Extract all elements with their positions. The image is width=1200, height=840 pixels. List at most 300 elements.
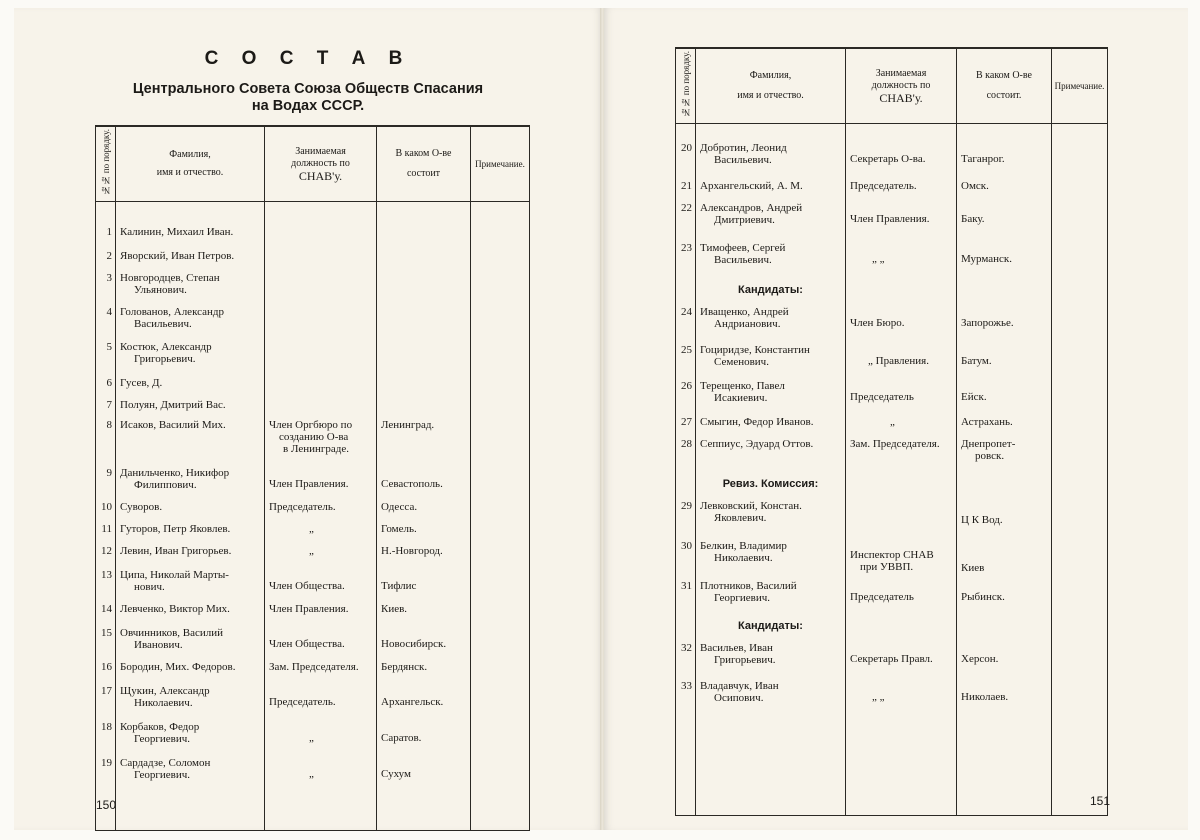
row-number: 14	[96, 601, 116, 625]
member-society	[377, 248, 471, 270]
empty-cell	[1052, 472, 1108, 498]
position-line: Секретарь Правл.	[850, 652, 933, 665]
table-row	[676, 178, 1108, 200]
member-note	[1052, 304, 1108, 342]
member-name	[116, 659, 265, 683]
name-line: Голованов, Александр	[120, 305, 225, 318]
name-line: Калинин, Михаил Иван.	[120, 225, 234, 238]
name-line: Гуторов, Петр Яковлев.	[120, 522, 231, 535]
member-name	[696, 678, 846, 712]
member-name	[696, 640, 846, 678]
society-name: Рыбинск.	[961, 590, 1005, 603]
table-row	[676, 678, 1108, 712]
name-line: Васильевич.	[134, 317, 192, 330]
name-line: Бородин, Мих. Федоров.	[120, 660, 236, 673]
row-number: 13	[96, 567, 116, 601]
header-name: Фамилия, имя и отчество.	[116, 126, 265, 202]
society-name: Н.-Новгород.	[381, 544, 443, 557]
row-number: 32	[676, 640, 696, 678]
member-society	[377, 465, 471, 499]
member-name	[116, 625, 265, 659]
member-position	[846, 678, 957, 712]
member-note	[471, 683, 530, 719]
member-note	[471, 659, 530, 683]
table-row	[96, 417, 530, 465]
member-name	[116, 567, 265, 601]
society-name: Ленинград.	[381, 418, 435, 431]
name-line: Ульянович.	[134, 283, 187, 296]
member-name	[696, 498, 846, 538]
member-name	[116, 755, 265, 797]
section-heading: Кандидаты:	[696, 614, 846, 640]
society-name: Одесса.	[381, 500, 418, 513]
table-row	[676, 640, 1108, 678]
table-row	[96, 755, 530, 797]
name-line: Белкин, Владимир	[700, 539, 787, 552]
member-name	[696, 414, 846, 436]
member-position	[265, 224, 377, 248]
member-note	[1052, 678, 1108, 712]
name-line: Григорьевич.	[714, 653, 776, 666]
name-line: Дмитриевич.	[714, 213, 775, 226]
member-note	[1052, 178, 1108, 200]
table-row	[96, 339, 530, 375]
name-line: Николаевич.	[714, 551, 773, 564]
member-note	[471, 625, 530, 659]
position-line: Зам. Председателя.	[269, 660, 359, 673]
table-row	[96, 601, 530, 625]
member-society	[377, 625, 471, 659]
member-name	[116, 339, 265, 375]
society-name: Тифлис	[381, 579, 417, 592]
header-note-right: Примечание.	[1052, 48, 1108, 124]
member-note	[1052, 498, 1108, 538]
row-number: 19	[96, 755, 116, 797]
empty-cell	[377, 797, 471, 831]
page-subtitle-line2: на Водах СССР.	[251, 98, 365, 114]
society-name: Батум.	[961, 354, 992, 367]
table-row	[676, 378, 1108, 414]
left-page	[14, 8, 602, 830]
member-position	[846, 578, 957, 614]
member-society	[957, 178, 1052, 200]
member-name	[116, 465, 265, 499]
member-name	[696, 342, 846, 378]
roster-table-left	[95, 125, 530, 831]
row-number: 28	[676, 436, 696, 472]
member-position	[846, 498, 957, 538]
society-name: Херсон.	[961, 652, 999, 665]
position-line: Член Общества.	[269, 579, 345, 592]
name-line: Сардадзе, Соломон	[120, 756, 211, 769]
member-note	[471, 543, 530, 567]
page-number-right: 151	[1090, 794, 1111, 808]
member-society	[377, 543, 471, 567]
position-line: „ „	[872, 690, 885, 703]
row-number: 3	[96, 270, 116, 304]
section-heading-row	[676, 472, 1108, 498]
empty-cell	[846, 472, 957, 498]
name-line: Иващенко, Андрей	[700, 305, 789, 318]
member-note	[1052, 578, 1108, 614]
member-position	[846, 640, 957, 678]
position-line: „	[309, 522, 314, 535]
society-name: Таганрог.	[961, 152, 1005, 165]
section-heading: Кандидаты:	[696, 278, 846, 304]
member-position	[265, 659, 377, 683]
member-name	[116, 417, 265, 465]
member-note	[471, 521, 530, 543]
header-num: №№ по порядку.	[96, 126, 116, 202]
member-society	[377, 270, 471, 304]
member-name	[116, 499, 265, 521]
society-name: Днепропет-	[961, 437, 1016, 450]
position-line: „	[890, 415, 895, 428]
row-number: 26	[676, 378, 696, 414]
name-line: Григорьевич.	[134, 352, 196, 365]
member-position	[265, 521, 377, 543]
empty-cell	[676, 472, 696, 498]
member-name	[696, 240, 846, 278]
member-note	[471, 417, 530, 465]
name-line: Плотников, Василий	[700, 579, 797, 592]
name-line: Филиппович.	[134, 478, 197, 491]
member-note	[471, 755, 530, 797]
member-society	[957, 578, 1052, 614]
name-line: Александров, Андрей	[700, 201, 803, 214]
member-position	[265, 465, 377, 499]
member-society	[377, 683, 471, 719]
member-name	[116, 304, 265, 339]
row-number: 21	[676, 178, 696, 200]
member-position	[265, 567, 377, 601]
position-line: Секретарь О-ва.	[850, 152, 926, 165]
row-number: 1	[96, 224, 116, 248]
name-line: Владавчук, Иван	[700, 679, 779, 692]
table-row	[676, 414, 1108, 436]
member-society	[377, 659, 471, 683]
empty-cell	[957, 712, 1052, 816]
member-society	[377, 567, 471, 601]
position-line: Член Правления.	[269, 477, 349, 490]
right-page	[604, 8, 1188, 830]
name-line: Гоциридзе, Константин	[700, 343, 810, 356]
position-line: Член Правления.	[269, 602, 349, 615]
row-number: 30	[676, 538, 696, 578]
name-line: Корбаков, Федор	[120, 720, 200, 733]
name-line: Васильевич.	[714, 253, 772, 266]
empty-cell	[846, 614, 957, 640]
table-row	[676, 498, 1108, 538]
member-position	[846, 538, 957, 578]
member-society	[957, 304, 1052, 342]
row-number: 29	[676, 498, 696, 538]
member-position	[265, 397, 377, 417]
empty-cell	[957, 614, 1052, 640]
row-number: 4	[96, 304, 116, 339]
member-position	[265, 499, 377, 521]
position-line: „	[309, 544, 314, 557]
table-row	[96, 659, 530, 683]
empty-cell	[676, 278, 696, 304]
member-note	[1052, 200, 1108, 240]
header-num-right: №№ по порядку.	[676, 48, 696, 124]
table-row	[96, 521, 530, 543]
member-position	[846, 304, 957, 342]
member-name	[116, 521, 265, 543]
section-heading: Ревиз. Комиссия:	[696, 472, 846, 498]
row-number: 6	[96, 375, 116, 397]
header-society: В каком О-ве состоит	[377, 126, 471, 202]
member-society	[377, 417, 471, 465]
member-society	[957, 498, 1052, 538]
member-position	[265, 270, 377, 304]
name-line: Терещенко, Павел	[700, 379, 785, 392]
position-line: Председатель.	[850, 179, 917, 192]
member-position	[265, 683, 377, 719]
row-number: 24	[676, 304, 696, 342]
member-name	[696, 140, 846, 178]
position-line: „ Правления.	[868, 354, 929, 367]
table-row	[96, 683, 530, 719]
member-position	[265, 601, 377, 625]
member-position	[846, 240, 957, 278]
name-line: Гусев, Д.	[120, 376, 163, 389]
page-subtitle-line1: Центрального Совета Союза Обществ Спасания	[132, 81, 484, 97]
table-row	[676, 304, 1108, 342]
member-society	[957, 200, 1052, 240]
society-name: Баку.	[961, 212, 985, 225]
member-society	[377, 397, 471, 417]
table-row	[676, 712, 1108, 816]
table-row	[96, 397, 530, 417]
member-society	[957, 538, 1052, 578]
member-position	[846, 414, 957, 436]
position-line: Председатель	[850, 590, 914, 603]
name-line: Васильевич.	[714, 153, 772, 166]
empty-cell	[696, 712, 846, 816]
name-line: Тимофеев, Сергей	[700, 241, 786, 254]
empty-cell	[846, 712, 957, 816]
table-row	[96, 248, 530, 270]
position-line: Инспектор СНАВ	[850, 548, 934, 561]
member-society	[377, 304, 471, 339]
name-line: Васильев, Иван	[700, 641, 773, 654]
table-row	[96, 224, 530, 248]
name-line: нович.	[134, 580, 165, 593]
member-note	[1052, 342, 1108, 378]
member-position	[265, 625, 377, 659]
member-society	[957, 140, 1052, 178]
member-name	[116, 270, 265, 304]
row-number: 31	[676, 578, 696, 614]
member-society	[377, 375, 471, 397]
member-name	[696, 200, 846, 240]
member-position	[846, 178, 957, 200]
member-name	[696, 436, 846, 472]
position-line: Член Оргбюро по	[269, 418, 353, 431]
society-name: Архангельск.	[381, 695, 444, 708]
member-position	[846, 436, 957, 472]
row-number: 9	[96, 465, 116, 499]
member-note	[1052, 378, 1108, 414]
member-note	[1052, 436, 1108, 472]
header-position-right: Занимаемая должность по СНАВ'у.	[846, 48, 957, 124]
member-name	[696, 578, 846, 614]
position-line: в Ленинграде.	[283, 442, 349, 455]
name-line: Яковлевич.	[714, 511, 767, 524]
member-note	[1052, 140, 1108, 178]
name-line: Левченко, Виктор Мих.	[120, 602, 230, 615]
name-line: Щукин, Александр	[120, 684, 210, 697]
table-row	[96, 797, 530, 831]
row-number: 2	[96, 248, 116, 270]
member-society	[377, 339, 471, 375]
member-note	[1052, 414, 1108, 436]
empty-cell	[116, 797, 265, 831]
table-row	[676, 200, 1108, 240]
member-society	[377, 224, 471, 248]
row-number: 33	[676, 678, 696, 712]
member-position	[265, 304, 377, 339]
position-line: Член Бюро.	[850, 316, 905, 329]
header-society-right: В каком О-ве состоит.	[957, 48, 1052, 124]
name-line: Овчинников, Василий	[120, 626, 224, 639]
name-line: Данильченко, Никифор	[120, 466, 230, 479]
name-line: Яворский, Иван Петров.	[120, 249, 235, 262]
table-row	[96, 499, 530, 521]
member-position	[265, 755, 377, 797]
member-name	[696, 378, 846, 414]
position-line: „	[309, 731, 314, 744]
position-line: „	[309, 767, 314, 780]
member-note	[471, 224, 530, 248]
name-line: Ципа, Николай Марты-	[120, 568, 229, 581]
member-name	[116, 224, 265, 248]
member-note	[471, 465, 530, 499]
society-name: Саратов.	[381, 731, 422, 744]
table-row	[96, 465, 530, 499]
member-position	[265, 339, 377, 375]
member-name	[696, 538, 846, 578]
empty-cell	[265, 797, 377, 831]
member-position	[265, 248, 377, 270]
name-line: Новгородцев, Степан	[120, 271, 220, 284]
member-note	[471, 304, 530, 339]
name-line: Левин, Иван Григорьев.	[120, 544, 232, 557]
member-note	[1052, 640, 1108, 678]
member-note	[471, 397, 530, 417]
name-line: Левковский, Констан.	[700, 499, 802, 512]
name-line: Осипович.	[714, 691, 764, 704]
row-number: 7	[96, 397, 116, 417]
row-number: 5	[96, 339, 116, 375]
table-row	[96, 270, 530, 304]
member-note	[471, 601, 530, 625]
name-line: Николаевич.	[134, 696, 193, 709]
position-line: Председатель.	[269, 500, 336, 513]
position-line: Председатель.	[269, 695, 336, 708]
member-name	[116, 601, 265, 625]
table-row	[96, 625, 530, 659]
member-note	[1052, 240, 1108, 278]
row-number: 12	[96, 543, 116, 567]
position-line: Член Правления.	[850, 212, 930, 225]
member-note	[1052, 538, 1108, 578]
name-line: Исакиевич.	[714, 391, 768, 404]
society-name: Запорожье.	[961, 316, 1014, 329]
header-name-right: Фамилия, имя и отчество.	[696, 48, 846, 124]
member-name	[696, 304, 846, 342]
name-line: Георгиевич.	[134, 768, 191, 781]
member-note	[471, 270, 530, 304]
member-name	[116, 543, 265, 567]
society-name: Мурманск.	[961, 252, 1012, 265]
section-heading-row	[676, 614, 1108, 640]
name-line: Сеппиус, Эдуард Оттов.	[700, 437, 814, 450]
society-name: Киев.	[381, 602, 408, 615]
name-line: Смыгин, Федор Иванов.	[700, 415, 814, 428]
member-society	[957, 414, 1052, 436]
name-line: Георгиевич.	[714, 591, 771, 604]
member-position	[265, 375, 377, 397]
row-number: 15	[96, 625, 116, 659]
member-name	[116, 397, 265, 417]
empty-cell	[1052, 614, 1108, 640]
section-heading-row	[676, 278, 1108, 304]
position-line: „ „	[872, 252, 885, 265]
table-row	[96, 719, 530, 755]
member-society	[957, 378, 1052, 414]
position-line: при УВВП.	[860, 560, 914, 573]
row-number: 23	[676, 240, 696, 278]
society-name: ровск.	[975, 449, 1005, 462]
member-position	[846, 378, 957, 414]
member-society	[957, 640, 1052, 678]
member-society	[957, 678, 1052, 712]
empty-cell	[676, 614, 696, 640]
name-line: Иванович.	[134, 638, 183, 651]
member-society	[377, 521, 471, 543]
position-line: Член Общества.	[269, 637, 345, 650]
row-number: 11	[96, 521, 116, 543]
header-position: Занимаемая должность по СНАВ'у.	[265, 126, 377, 202]
position-line: созданию О-ва	[279, 430, 349, 443]
table-row	[96, 543, 530, 567]
member-note	[471, 567, 530, 601]
member-society	[377, 755, 471, 797]
name-line: Георгиевич.	[134, 732, 191, 745]
table-row	[96, 375, 530, 397]
member-name	[116, 719, 265, 755]
table-row	[676, 436, 1108, 472]
empty-cell	[957, 472, 1052, 498]
row-number: 17	[96, 683, 116, 719]
member-society	[377, 601, 471, 625]
member-society	[957, 240, 1052, 278]
table-row	[96, 567, 530, 601]
member-position	[265, 719, 377, 755]
header-note: Примечание.	[471, 126, 530, 202]
row-number: 25	[676, 342, 696, 378]
member-society	[377, 499, 471, 521]
empty-cell	[846, 278, 957, 304]
member-note	[471, 375, 530, 397]
member-society	[957, 342, 1052, 378]
society-name: Николаев.	[961, 690, 1009, 703]
name-line: Семенович.	[714, 355, 769, 368]
name-line: Добротин, Леонид	[700, 141, 787, 154]
